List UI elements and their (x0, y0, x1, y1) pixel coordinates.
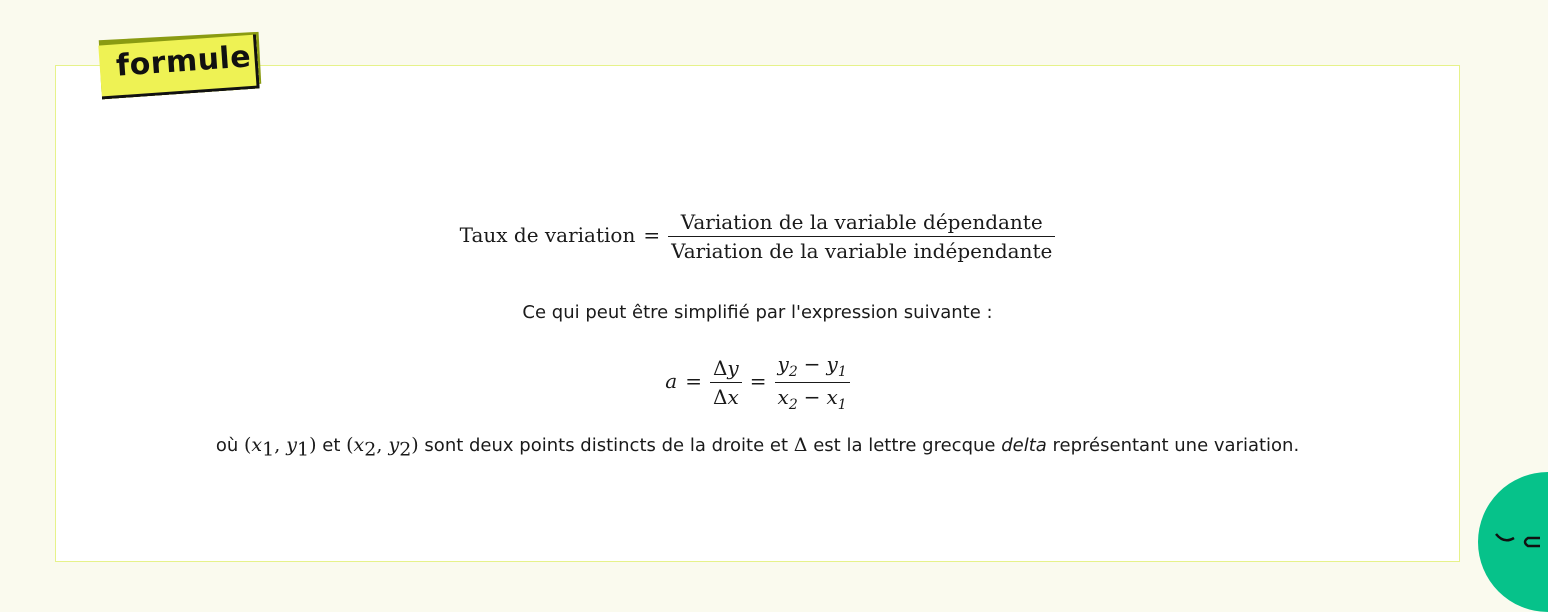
equals-sign: = (685, 369, 702, 393)
explanation-text: où ($x_1$, $y_1$) et ($x_2$, $y_2$) sont deux points distincts de la droite et Δ est la lettre grecque delta représentant une variation. (215, 434, 1300, 461)
slope-symbol: a (665, 369, 678, 393)
delta-x: Δx (710, 382, 742, 409)
delta-y: Δy (712, 356, 739, 380)
formula-lhs: Taux de variation (459, 223, 636, 247)
delta-fraction (710, 356, 742, 409)
equals-sign: = (643, 223, 661, 247)
mascot-face-icon (1494, 530, 1544, 550)
simplification-text: Ce qui peut être simplifié par l'expression suivante : (522, 302, 993, 323)
delta-word: delta (1001, 435, 1047, 456)
y-difference: $y_2 - y_1$ (777, 352, 847, 380)
tag-label: formule (114, 39, 253, 84)
slope-formula (55, 352, 1460, 413)
fraction-numerator: Variation de la variable dépendante (680, 210, 1043, 234)
fraction (668, 210, 1055, 263)
formula-tag (94, 32, 266, 100)
x-difference: $x_2 - x_1$ (775, 382, 850, 413)
equals-sign: = (749, 369, 767, 393)
delta-symbol: Δ (793, 434, 808, 456)
coordinate-fraction (775, 352, 850, 413)
point-1: ($x_1$, $y_1$) (243, 434, 317, 461)
rate-of-change-formula (55, 210, 1460, 263)
mascot-button[interactable] (1478, 472, 1548, 612)
fraction-denominator: Variation de la variable indépendante (668, 236, 1055, 263)
point-2: ($x_2$, $y_2$) (346, 434, 419, 461)
